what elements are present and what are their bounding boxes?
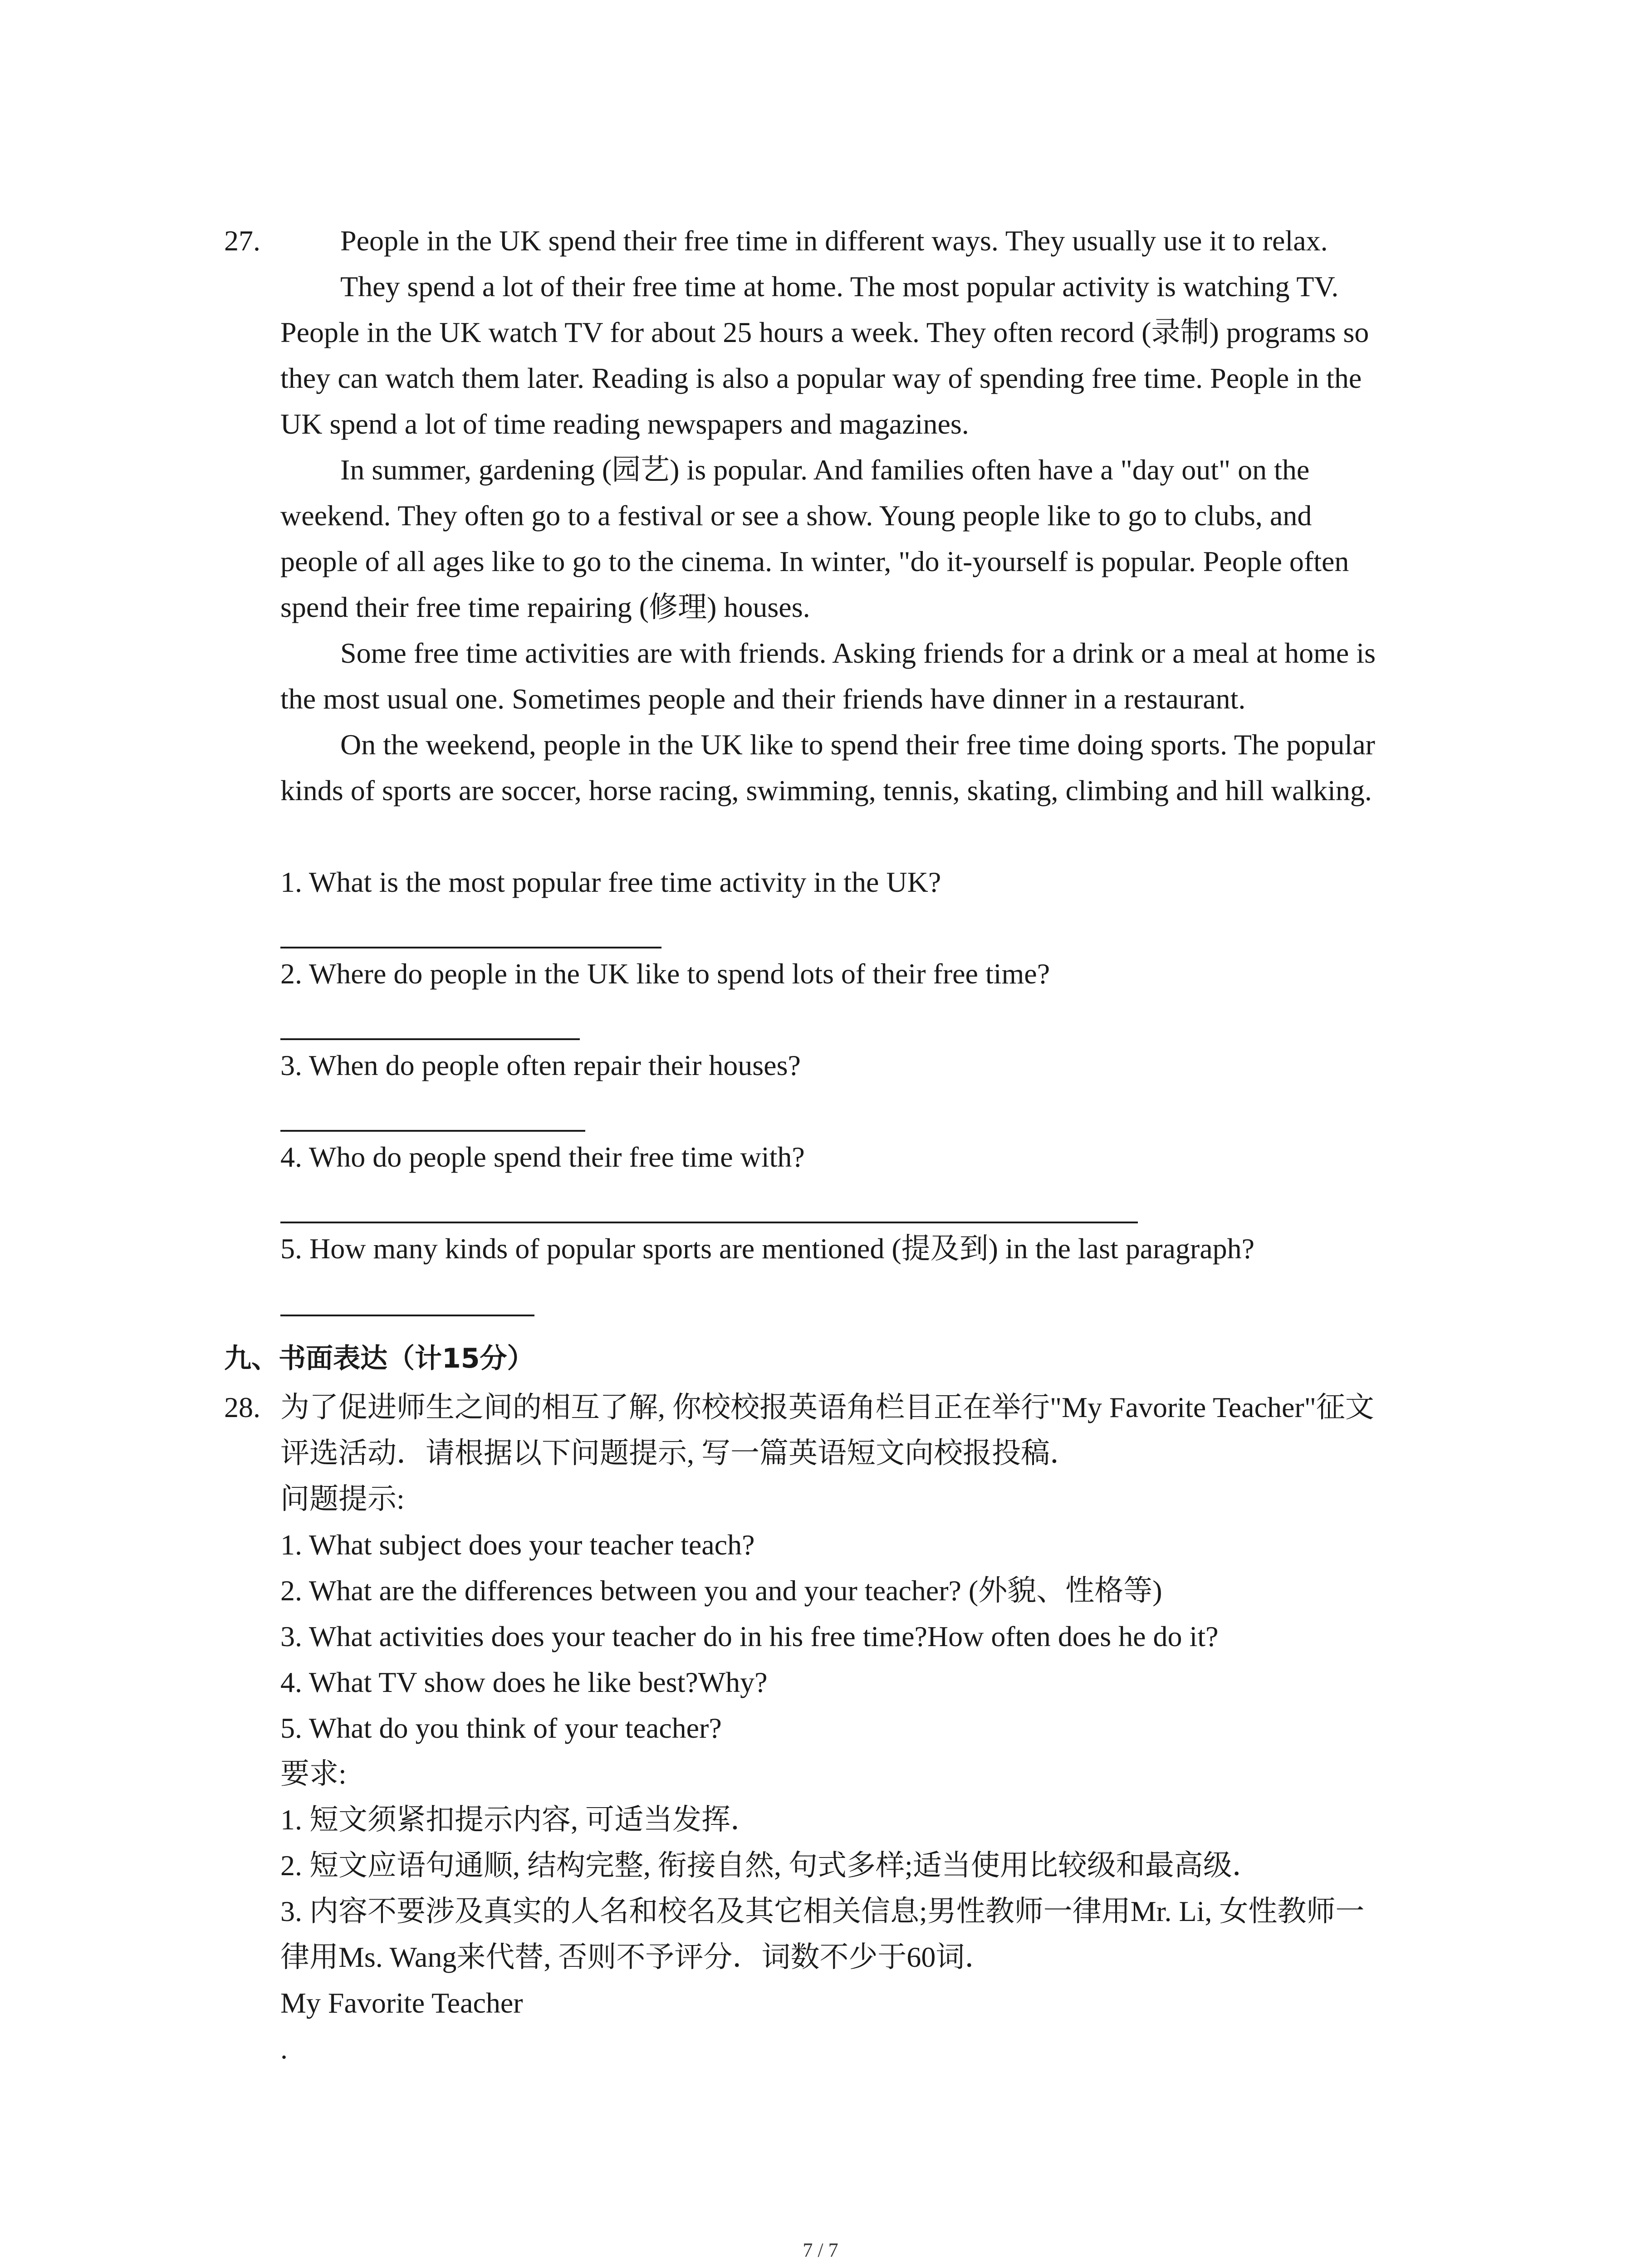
prompt-line: 为了促进师生之间的相互了解, 你校校报英语角栏目正在举行"My Favorite Teacher"征文 bbox=[280, 1391, 1374, 1423]
passage-line: UK spend a lot of time reading newspapers and magazines. bbox=[280, 408, 969, 440]
answer-blank-1[interactable] bbox=[280, 947, 661, 948]
answer-blank-3[interactable] bbox=[280, 1130, 585, 1132]
hint-item: 1. What subject does your teacher teach? bbox=[280, 1529, 755, 1561]
passage-line: spend their free time repairing (修理) houses. bbox=[280, 591, 810, 623]
hints-label: 问题提示: bbox=[280, 1483, 405, 1515]
passage-line: the most usual one. Sometimes people and their friends have dinner in a restaurant. bbox=[280, 683, 1246, 715]
requirement-item: 律用Ms. Wang来代替, 否则不予评分．词数不少于60词． bbox=[280, 1941, 994, 1973]
passage-line: People in the UK watch TV for about 25 hours a week. They often record (录制) programs so bbox=[280, 316, 1369, 348]
passage-line: On the weekend, people in the UK like to spend their free time doing sports. The popular bbox=[340, 728, 1375, 761]
page-number: 7 / 7 bbox=[803, 2239, 838, 2261]
requirement-item: 2. 短文应语句通顺, 结构完整, 衔接自然, 句式多样;适当使用比较级和最高级． bbox=[280, 1849, 1261, 1882]
answer-blank-5[interactable] bbox=[280, 1315, 534, 1316]
answer-blank-2[interactable] bbox=[280, 1038, 580, 1040]
essay-title: My Favorite Teacher bbox=[280, 1987, 523, 2019]
passage-line: People in the UK spend their free time in different ways. They usually use it to relax. bbox=[340, 225, 1328, 257]
requirement-item: 3. 内容不要涉及真实的人名和校名及其它相关信息;男性教师一律用Mr. Li, 女性教师一 bbox=[280, 1895, 1365, 1927]
passage-line: they can watch them later. Reading is also a popular way of spending free time. People in the bbox=[280, 362, 1362, 394]
prompt-line: 评选活动．请根据以下问题提示, 写一篇英语短文向校报投稿． bbox=[280, 1437, 1079, 1469]
question-number-27: 27. bbox=[224, 225, 260, 257]
hint-item: 3. What activities does your teacher do in his free time?How often does he do it? bbox=[280, 1620, 1219, 1652]
question-number-28: 28. bbox=[224, 1391, 260, 1423]
essay-start[interactable]: . bbox=[280, 2033, 288, 2065]
passage-line: They spend a lot of their free time at home. The most popular activity is watching TV. bbox=[340, 270, 1339, 303]
passage-line: weekend. They often go to a festival or see a show. Young people like to go to clubs, and bbox=[280, 499, 1312, 532]
passage-line: people of all ages like to go to the cinema. In winter, "do it-yourself is popular. People often bbox=[280, 545, 1349, 577]
passage-line: In summer, gardening (园艺) is popular. And families often have a "day out" on the bbox=[340, 454, 1310, 486]
section-heading: 九、书面表达（计15分） bbox=[224, 1343, 534, 1374]
question-item-5: 5. How many kinds of popular sports are mentioned (提及到) in the last paragraph? bbox=[280, 1232, 1255, 1265]
passage-line: Some free time activities are with friends. Asking friends for a drink or a meal at home is bbox=[340, 637, 1376, 669]
passage-line: kinds of sports are soccer, horse racing, swimming, tennis, skating, climbing and hill walking. bbox=[280, 774, 1372, 807]
requirements-label: 要求: bbox=[280, 1758, 347, 1790]
question-item-1: 1. What is the most popular free time activity in the UK? bbox=[280, 866, 941, 898]
question-item-3: 3. When do people often repair their houses? bbox=[280, 1049, 801, 1081]
hint-item: 2. What are the differences between you and your teacher? (外貌、性格等) bbox=[280, 1574, 1162, 1607]
hint-item: 5. What do you think of your teacher? bbox=[280, 1712, 722, 1744]
hint-item: 4. What TV show does he like best?Why? bbox=[280, 1666, 768, 1698]
question-item-4: 4. Who do people spend their free time with? bbox=[280, 1141, 805, 1173]
requirement-item: 1. 短文须紧扣提示内容, 可适当发挥． bbox=[280, 1804, 759, 1836]
answer-blank-4[interactable] bbox=[280, 1222, 1138, 1223]
question-item-2: 2. Where do people in the UK like to spend lots of their free time? bbox=[280, 958, 1050, 990]
